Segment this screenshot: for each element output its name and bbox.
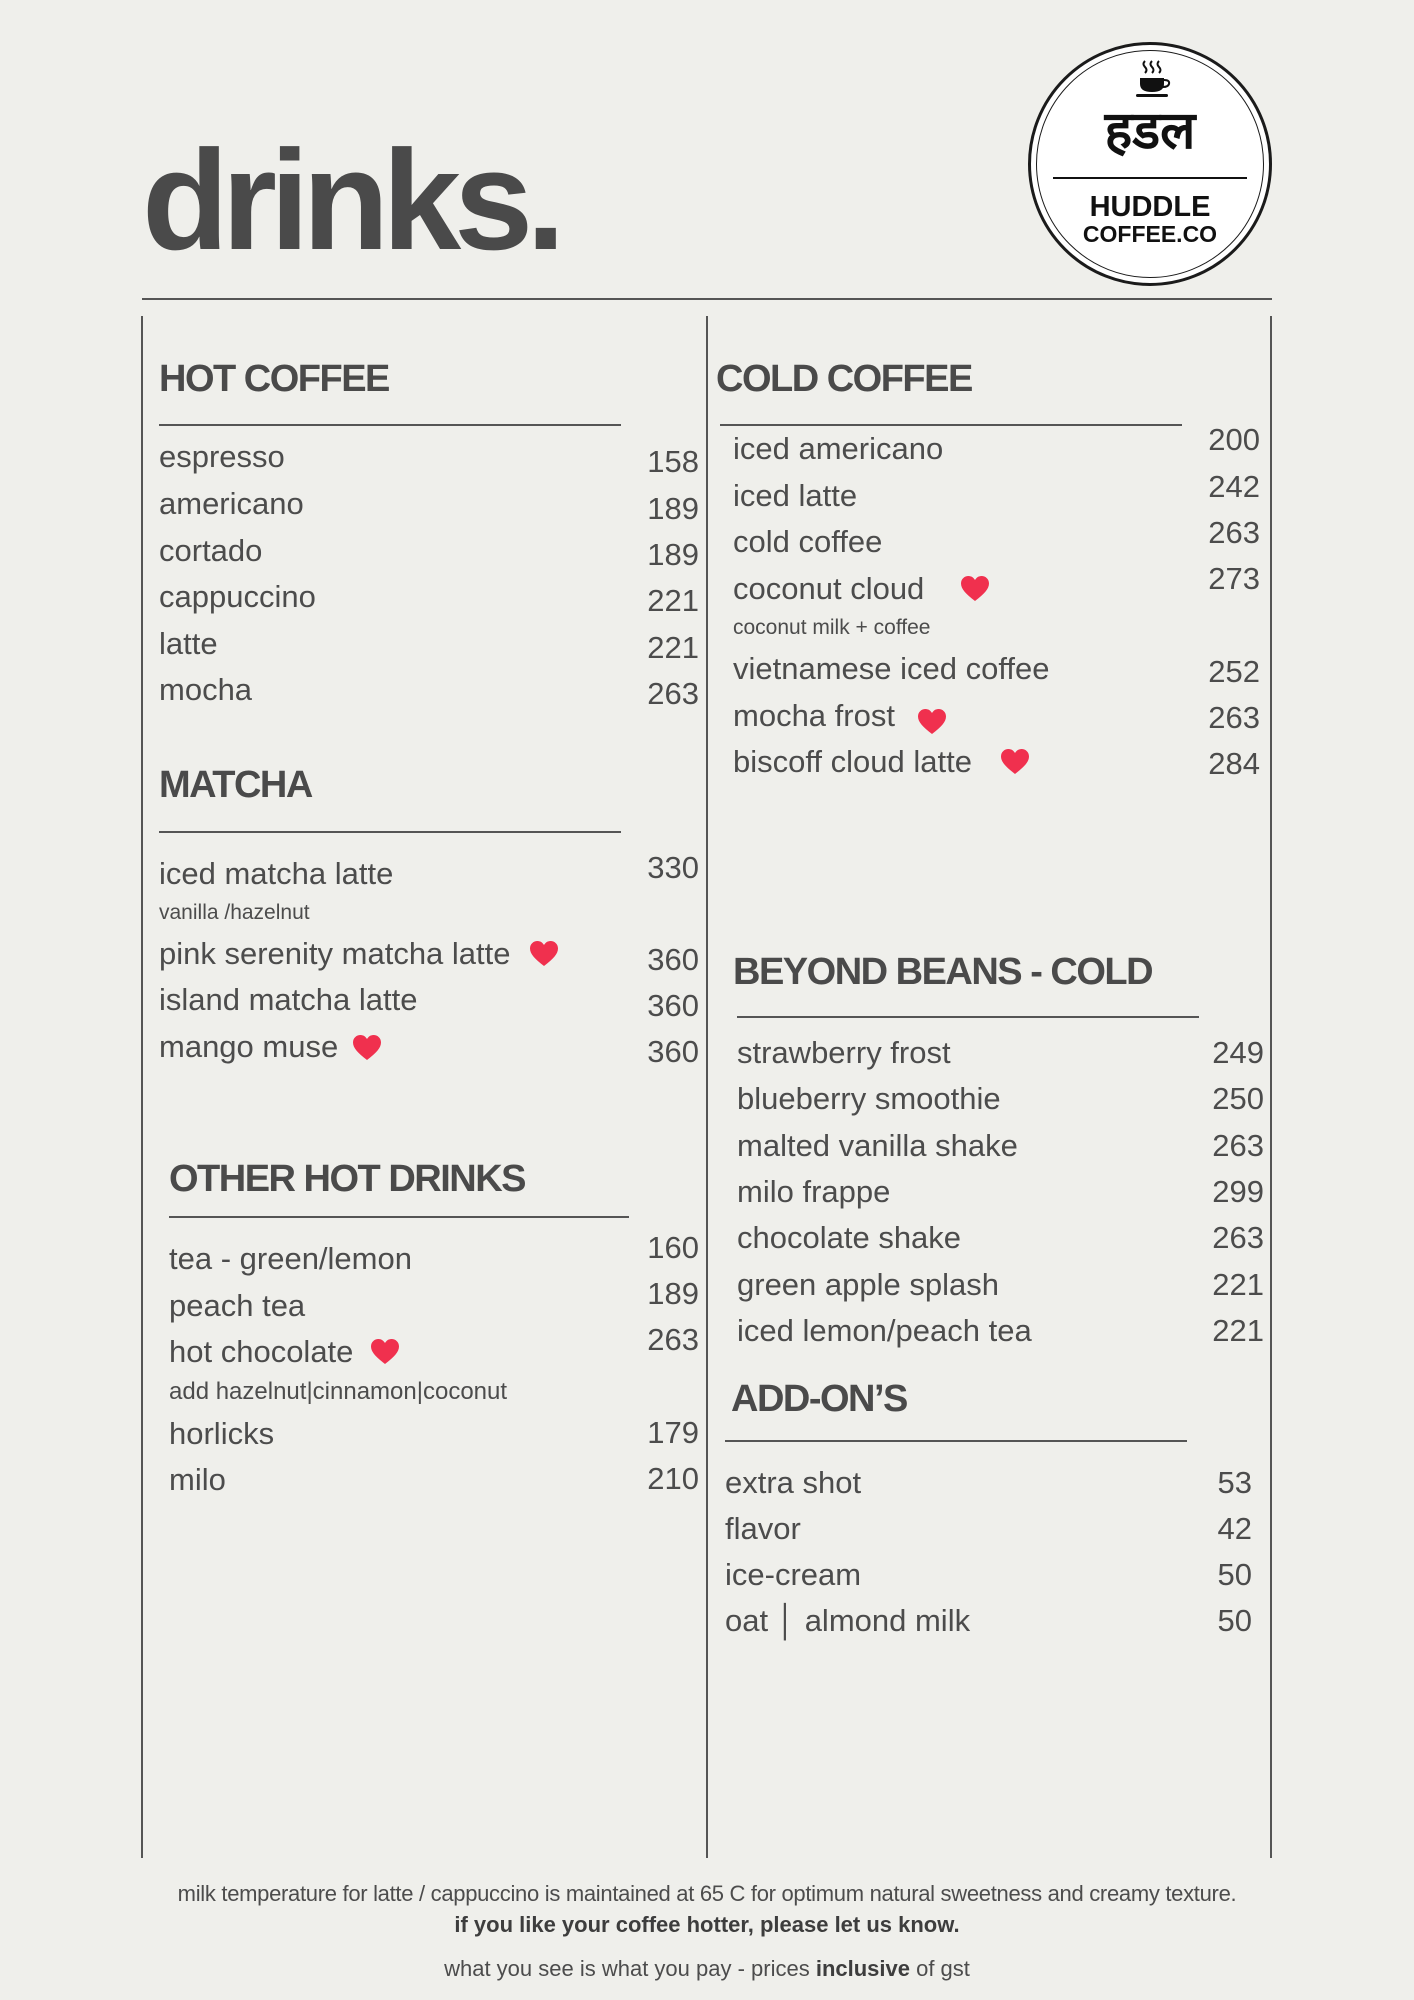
footer-prices-text-c: of gst: [909, 1956, 970, 1981]
menu-item-price: 53: [1217, 1465, 1252, 1500]
brand-logo: [1028, 42, 1272, 286]
section-title-add-ons: ADD-ON’S: [731, 1378, 907, 1420]
menu-item-price: 330: [647, 850, 699, 885]
header-rule: [142, 298, 1272, 300]
menu-item-price: 221: [647, 583, 699, 618]
menu-item-price: 250: [1212, 1081, 1264, 1116]
menu-item-note: add hazelnut|cinnamon|coconut: [169, 1378, 508, 1405]
menu-item-name: mango muse: [159, 1029, 339, 1064]
menu-item-name: milo: [169, 1462, 226, 1497]
menu-item-price: 50: [1217, 1557, 1252, 1592]
menu-item-name: strawberry frost: [737, 1035, 951, 1070]
logo-hindi-text: हडल: [1104, 101, 1196, 161]
menu-item-price: 263: [1208, 700, 1260, 735]
menu-item-note: coconut milk + coffee: [733, 616, 931, 639]
menu-item-price: 263: [647, 676, 699, 711]
menu-item-name: cortado: [159, 533, 263, 568]
menu-item-price: 273: [1208, 561, 1260, 596]
menu-item-name: iced matcha latte: [159, 856, 394, 891]
menu-item-name: peach tea: [169, 1288, 306, 1323]
menu-item-name: malted vanilla shake: [737, 1128, 1018, 1163]
heart-icon: [960, 575, 990, 602]
section-rule: [737, 1016, 1199, 1018]
menu-item-price: 189: [647, 1276, 699, 1311]
footer-prices-text-b: inclusive: [815, 1956, 910, 1981]
menu-item-name: latte: [159, 626, 218, 661]
section-rule: [725, 1440, 1187, 1442]
menu-item-price: 263: [647, 1322, 699, 1357]
menu-item-price: 360: [647, 942, 699, 977]
heart-icon: [1000, 748, 1030, 775]
menu-item-name: iced americano: [733, 431, 944, 466]
menu-item-price: 160: [647, 1230, 699, 1265]
menu-item-name: flavor: [725, 1511, 801, 1546]
menu-item-price: 210: [647, 1461, 699, 1496]
right-border: [1270, 316, 1272, 1858]
menu-item-price: 242: [1208, 469, 1260, 504]
menu-item-price: 263: [1208, 515, 1260, 550]
menu-item-price: 252: [1208, 654, 1260, 689]
menu-item-price: 221: [1212, 1267, 1264, 1302]
menu-item-price: 249: [1212, 1035, 1264, 1070]
left-border: [141, 316, 143, 1858]
menu-item-name: blueberry smoothie: [737, 1081, 1001, 1116]
footer-note-milk-temperature: milk temperature for latte / cappuccino is maintained at 65 C for optimum natural sweetness and creamy texture.: [177, 1881, 1237, 1906]
menu-item-price: 299: [1212, 1174, 1264, 1209]
menu-item-name: pink serenity matcha latte: [159, 936, 511, 971]
menu-item-name: oat │ almond milk: [725, 1603, 971, 1638]
coffee-cup-icon: [1135, 59, 1171, 99]
section-title-other-hot-drinks: OTHER HOT DRINKS: [169, 1158, 525, 1200]
footer-note-hotter-text: if you like your coffee hotter, please let us know.: [454, 1912, 960, 1937]
footer-prices-text-a: what you see is what you pay - prices: [444, 1956, 816, 1981]
menu-item-name: iced latte: [733, 478, 858, 513]
section-title-hot-coffee: HOT COFFEE: [159, 358, 389, 400]
heart-icon: [529, 940, 559, 967]
heart-icon: [352, 1034, 382, 1061]
menu-item-price: 50: [1217, 1603, 1252, 1638]
section-rule: [720, 424, 1182, 426]
column-divider: [706, 316, 708, 1858]
menu-item-price: 189: [647, 537, 699, 572]
menu-item-price: 179: [647, 1415, 699, 1450]
menu-item-name: biscoff cloud latte: [733, 744, 972, 779]
logo-brand-line1: HUDDLE: [1089, 191, 1211, 223]
section-rule: [159, 831, 621, 833]
section-title-cold-coffee: COLD COFFEE: [716, 358, 972, 400]
menu-item-name: vietnamese iced coffee: [733, 651, 1050, 686]
menu-item-name: coconut cloud: [733, 571, 925, 606]
footer-note-hotter: [0, 1914, 1414, 1936]
menu-item-price: 200: [1208, 422, 1260, 457]
menu-item-price: 360: [647, 988, 699, 1023]
heart-icon: [917, 708, 947, 735]
section-title-matcha: MATCHA: [159, 764, 312, 806]
menu-item-price: 158: [647, 444, 699, 479]
menu-item-name: cappuccino: [159, 579, 316, 614]
menu-item-name: extra shot: [725, 1465, 862, 1500]
menu-item-name: ice-cream: [725, 1557, 862, 1592]
menu-item-name: americano: [159, 486, 304, 521]
menu-item-price: 42: [1217, 1511, 1252, 1546]
menu-item-name: island matcha latte: [159, 982, 418, 1017]
section-title-beyond-beans-cold: BEYOND BEANS - COLD: [733, 951, 1153, 993]
menu-item-price: 221: [647, 630, 699, 665]
page-title: drinks.: [142, 121, 559, 280]
menu-item-price: 284: [1208, 746, 1260, 781]
heart-icon: [370, 1338, 400, 1365]
menu-item-name: hot chocolate: [169, 1334, 354, 1369]
menu-item-price: 189: [647, 491, 699, 526]
menu-item-name: chocolate shake: [737, 1220, 962, 1255]
menu-item-name: cold coffee: [733, 524, 883, 559]
menu-item-name: mocha: [159, 672, 253, 707]
menu-item-price: 221: [1212, 1313, 1264, 1348]
menu-item-name: tea - green/lemon: [169, 1241, 412, 1276]
menu-item-name: green apple splash: [737, 1267, 999, 1302]
menu-item-price: 263: [1212, 1220, 1264, 1255]
menu-item-name: iced lemon/peach tea: [737, 1313, 1032, 1348]
logo-brand-line2: COFFEE.CO: [1082, 221, 1218, 247]
menu-item-name: espresso: [159, 439, 285, 474]
section-rule: [159, 424, 621, 426]
menu-item-name: horlicks: [169, 1416, 275, 1451]
menu-item-note: vanilla /hazelnut: [159, 901, 310, 924]
menu-item-name: milo frappe: [737, 1174, 891, 1209]
menu-item-price: 360: [647, 1034, 699, 1069]
menu-item-price: 263: [1212, 1128, 1264, 1163]
menu-item-name: mocha frost: [733, 698, 895, 733]
footer-note-prices: [0, 1958, 1414, 1980]
section-rule: [169, 1216, 629, 1218]
